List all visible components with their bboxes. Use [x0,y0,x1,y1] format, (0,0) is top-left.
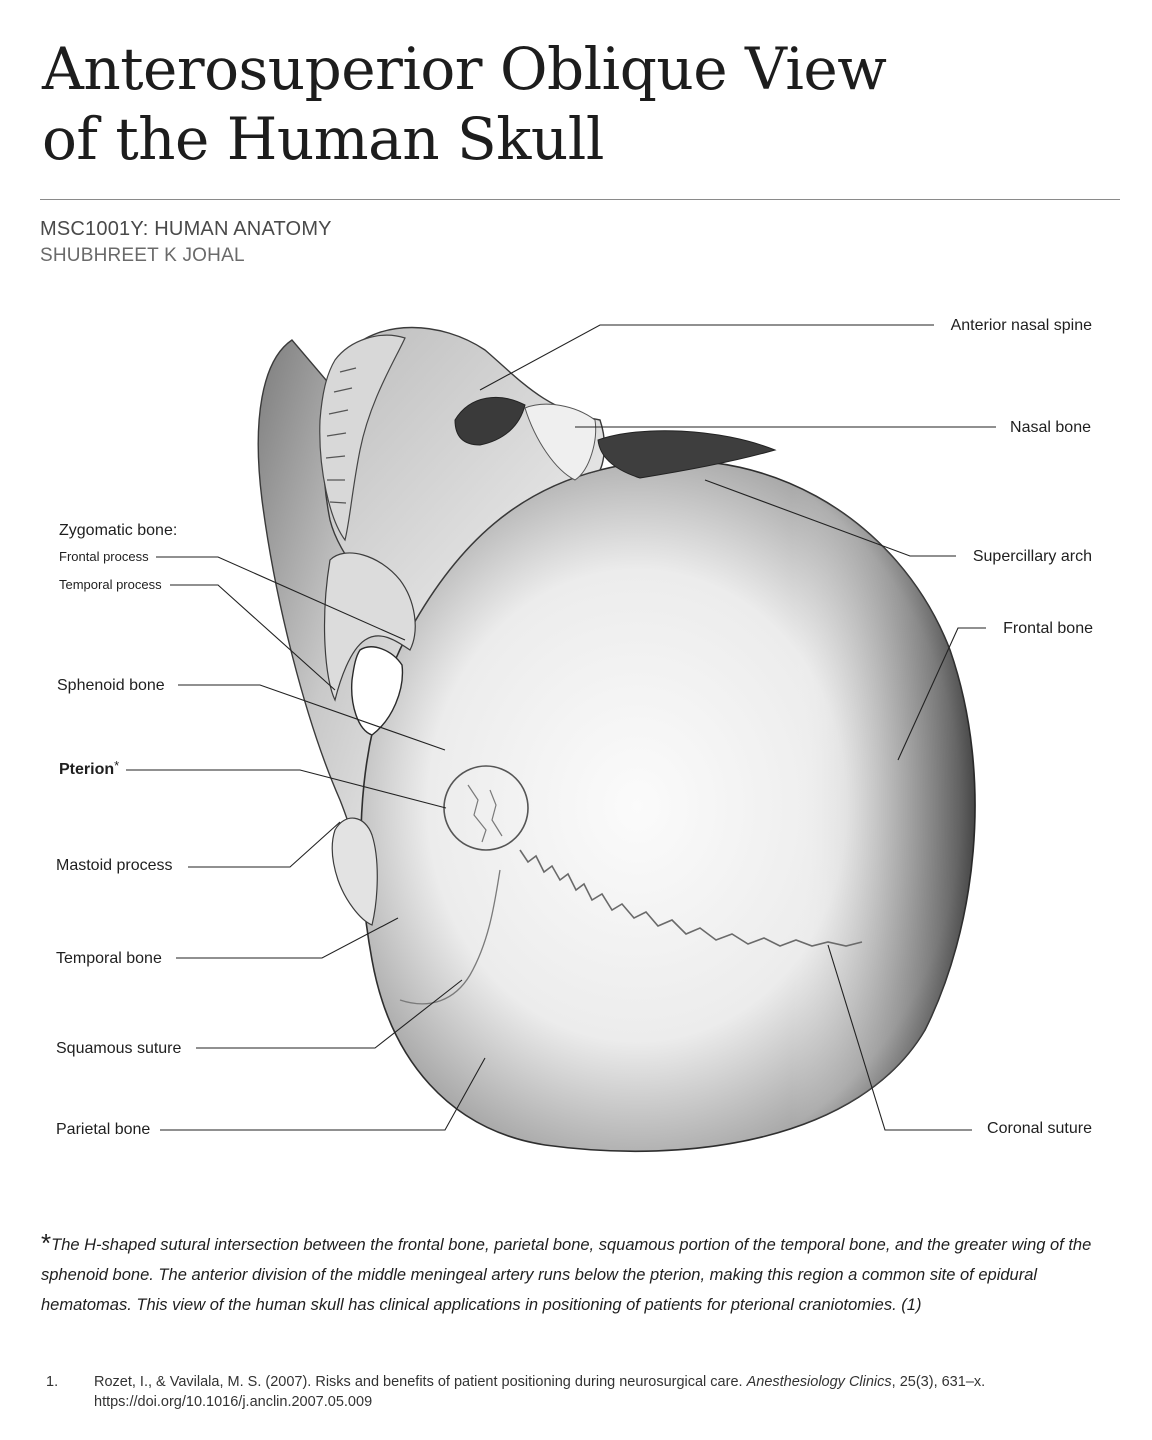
reference-entry [94,1372,1104,1412]
author-name: SHUBHREET K JOHAL [40,245,245,266]
pterion-asterisk: * [114,758,120,773]
reference-journal: Anesthesiology Clinics [746,1374,892,1390]
label-sphenoid-bone: Sphenoid bone [57,677,165,694]
leader-mastoid-process [188,822,340,867]
label-nasal-bone: Nasal bone [1010,419,1091,436]
label-frontal-bone: Frontal bone [1003,620,1093,637]
footnote-asterisk: * [41,1228,52,1258]
label-pterion [59,758,119,778]
footnote-text: The H-shaped sutural intersection between the frontal bone, parietal bone, squamous portion of the temporal bone, and the greater wing of the sphenoid bone. The anterior division of the middle meningeal artery runs below the pterion, making this region a common site of epidural hematomas. This view of the human skull has clinical applications in positioning of patients for pterional craniotomies. (1) [41,1236,1092,1314]
label-squamous-suture: Squamous suture [56,1040,182,1057]
label-frontal-process: Frontal process [59,549,149,564]
label-parietal-bone: Parietal bone [56,1121,151,1138]
label-temporal-bone: Temporal bone [56,950,162,967]
label-zygomatic-bone: Zygomatic bone: [59,522,178,539]
reference-number: 1. [46,1374,59,1390]
label-supercillary-arch: Supercillary arch [972,548,1092,565]
mastoid-shape [332,818,377,925]
reference-details: , 25(3), 631–x. [891,1374,986,1390]
label-anterior-nasal-spine: Anterior nasal spine [950,317,1092,334]
pterion-footnote [41,1228,1111,1320]
leader-temporal-bone [176,918,398,958]
pterion-text: Pterion [59,761,115,778]
title-line-2: of the Human Skull [42,105,604,173]
reference-authors: Rozet, I., & Vavilala, M. S. (2007). Risks and benefits of patient positioning during neurosurgical care. [94,1374,747,1390]
course-name: MSC1001Y: HUMAN ANATOMY [40,218,332,240]
reference-doi: https://doi.org/10.1016/j.anclin.2007.05.009 [94,1394,373,1410]
label-temporal-process: Temporal process [59,577,162,592]
label-coronal-suture: Coronal suture [987,1120,1092,1137]
title-line-1: Anterosuperior Oblique View [42,35,887,103]
leader-anterior-nasal-spine [480,325,934,390]
label-mastoid-process: Mastoid process [56,857,173,874]
